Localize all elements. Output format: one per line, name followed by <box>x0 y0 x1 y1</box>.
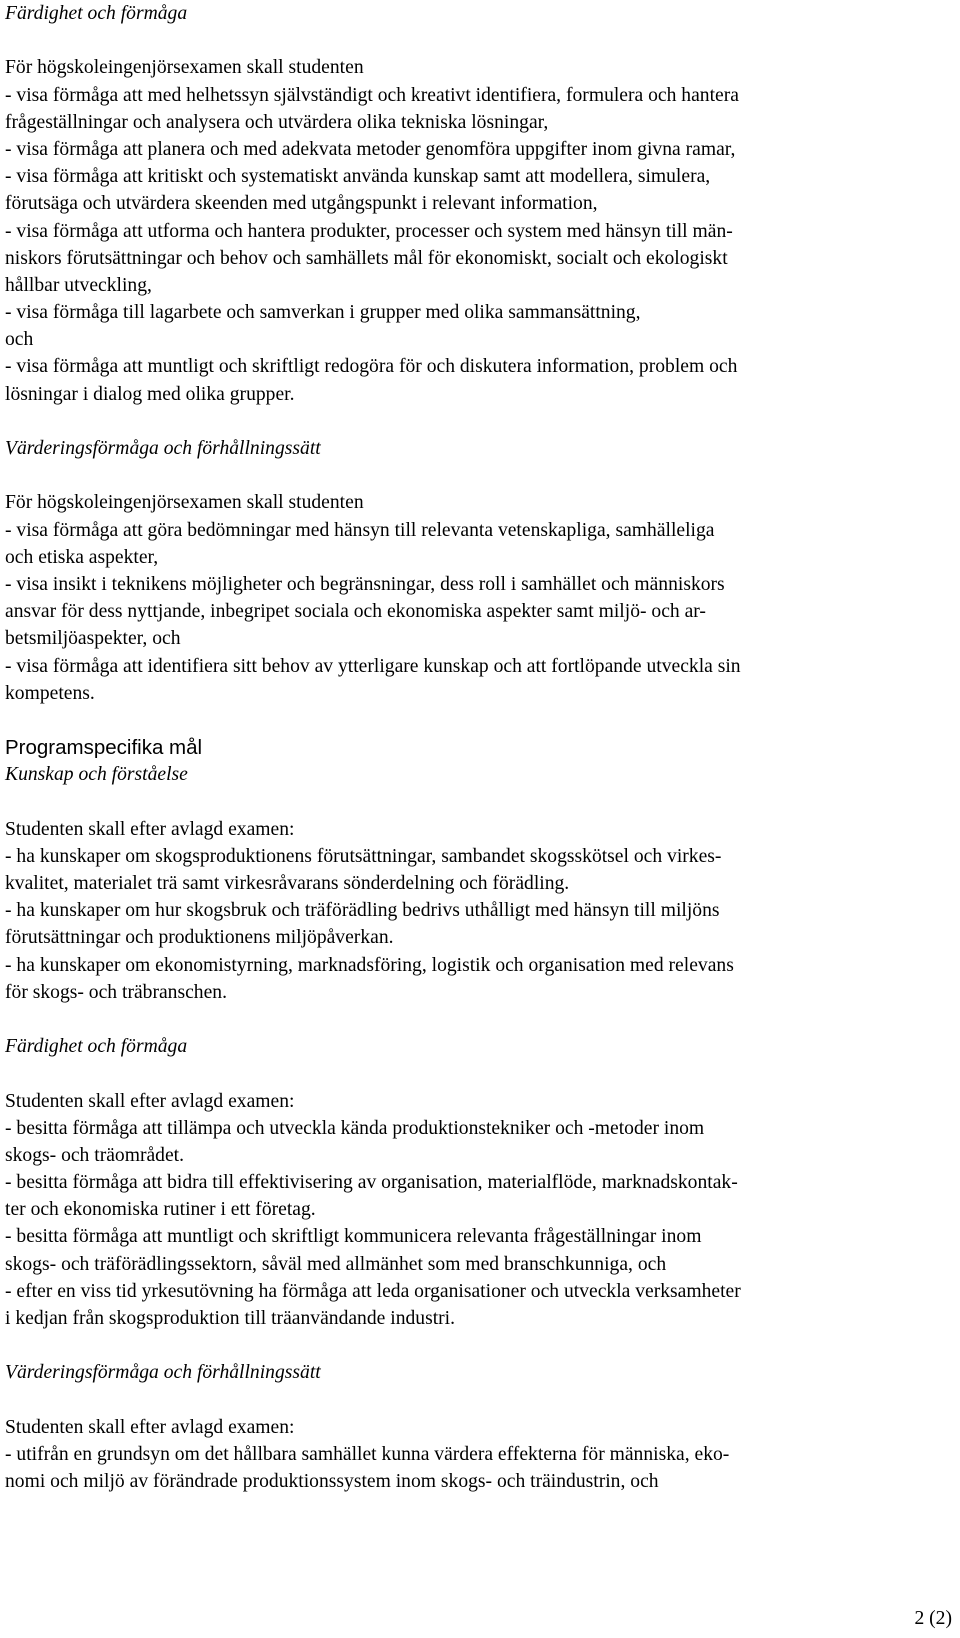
text-line: betsmiljöaspekter, och <box>5 628 181 650</box>
program-goals-heading: Programspecifika mål <box>5 736 203 760</box>
document-page <box>5 0 955 1495</box>
text-line: - visa förmåga att utforma och hantera produkter, processer och system med hänsyn till män- <box>5 220 733 242</box>
text-line: förutsäga och utvärdera skeenden med utgångspunkt i relevant information, <box>5 193 598 215</box>
text-line: - visa insikt i teknikens möjligheter och begränsningar, dess roll i samhället och människors <box>5 573 725 595</box>
section-program-skills <box>5 1033 955 1332</box>
section-heading: Färdighet och förmåga <box>5 3 188 24</box>
section-skills-general <box>5 0 955 408</box>
text-line: - besitta förmåga att tillämpa och utveckla kända produktionstekniker och -metoder inom <box>5 1117 705 1139</box>
text-line: - ha kunskaper om ekonomistyrning, marknadsföring, logistik och organisation med relevans <box>5 954 734 976</box>
text-line: hållbar utveckling, <box>5 274 152 296</box>
text-line: - visa förmåga att göra bedömningar med hänsyn till relevanta vetenskapliga, samhälleliga <box>5 519 715 541</box>
text-line: - efter en viss tid yrkesutövning ha förmåga att leda organisationer och utveckla verksamheter <box>5 1280 741 1302</box>
text-line: skogs- och träområdet. <box>5 1144 185 1166</box>
text-line: ansvar för dess nyttjande, inbegripet sociala och ekonomiska aspekter samt miljö- och ar- <box>5 601 706 623</box>
page-number: 2 (2) <box>914 1608 952 1629</box>
section-intro: För högskoleingenjörsexamen skall studenten <box>5 57 364 79</box>
text-line: lösningar i dialog med olika grupper. <box>5 383 295 405</box>
text-line: - visa förmåga till lagarbete och samverkan i grupper med olika sammansättning, <box>5 302 641 324</box>
text-line: - ha kunskaper om skogsproduktionens förutsättningar, sambandet skogsskötsel och virkes- <box>5 845 722 867</box>
text-line: i kedjan från skogsproduktion till träanvändande industri. <box>5 1308 456 1329</box>
section-program-values <box>5 1359 955 1495</box>
text-line: och <box>5 329 34 351</box>
text-line: nomi och miljö av förändrade produktionssystem inom skogs- och träindustrin, och <box>5 1471 659 1493</box>
section-program-knowledge <box>5 734 955 1006</box>
section-intro: Studenten skall efter avlagd examen: <box>5 1416 295 1438</box>
section-heading: Värderingsförmåga och förhållningssätt <box>5 1362 321 1384</box>
section-intro: Studenten skall efter avlagd examen: <box>5 818 295 840</box>
section-heading: Värderingsförmåga och förhållningssätt <box>5 438 321 459</box>
section-intro: För högskoleingenjörsexamen skall studenten <box>5 492 364 514</box>
section-heading: Färdighet och förmåga <box>5 1036 188 1058</box>
text-line: kvalitet, materialet trä samt virkesråvarans sönderdelning och förädling. <box>5 873 570 894</box>
text-line: - besitta förmåga att bidra till effektivisering av organisation, materialflöde, marknadskontak- <box>5 1172 738 1194</box>
text-line: kompetens. <box>5 682 95 704</box>
text-line: - visa förmåga att kritiskt och systematiskt använda kunskap samt att modellera, simulera, <box>5 166 711 188</box>
section-intro: Studenten skall efter avlagd examen: <box>5 1090 295 1112</box>
text-line: - utifrån en grundsyn om det hållbara samhället kunna värdera effekterna för människa, eko- <box>5 1443 730 1465</box>
text-line: - visa förmåga att planera och med adekvata metoder genomföra uppgifter inom givna ramar, <box>5 138 736 160</box>
text-line: skogs- och träförädlingssektorn, såväl med allmänhet som med branschkunniga, och <box>5 1253 667 1275</box>
text-line: och etiska aspekter, <box>5 546 159 568</box>
section-heading: Kunskap och förståelse <box>5 764 188 786</box>
text-line: för skogs- och träbranschen. <box>5 981 227 1003</box>
text-line: - besitta förmåga att muntligt och skriftligt kommunicera relevanta frågeställningar inom <box>5 1226 702 1248</box>
text-line: - visa förmåga att med helhetssyn självständigt och kreativt identifiera, formulera och hantera <box>5 84 739 106</box>
section-values-general <box>5 435 955 707</box>
text-line: ter och ekonomiska rutiner i ett företag. <box>5 1199 316 1221</box>
text-line: niskors förutsättningar och behov och samhällets mål för ekonomiskt, socialt och ekologiskt <box>5 247 728 269</box>
text-line: frågeställningar och analysera och utvärdera olika tekniska lösningar, <box>5 111 549 133</box>
text-line: - visa förmåga att identifiera sitt behov av ytterligare kunskap och att fortlöpande utveckla sin <box>5 655 741 677</box>
text-line: - visa förmåga att muntligt och skriftligt redogöra för och diskutera information, problem och <box>5 356 738 378</box>
text-line: - ha kunskaper om hur skogsbruk och träförädling bedrivs uthålligt med hänsyn till miljöns <box>5 900 720 922</box>
text-line: förutsättningar och produktionens miljöpåverkan. <box>5 927 394 949</box>
